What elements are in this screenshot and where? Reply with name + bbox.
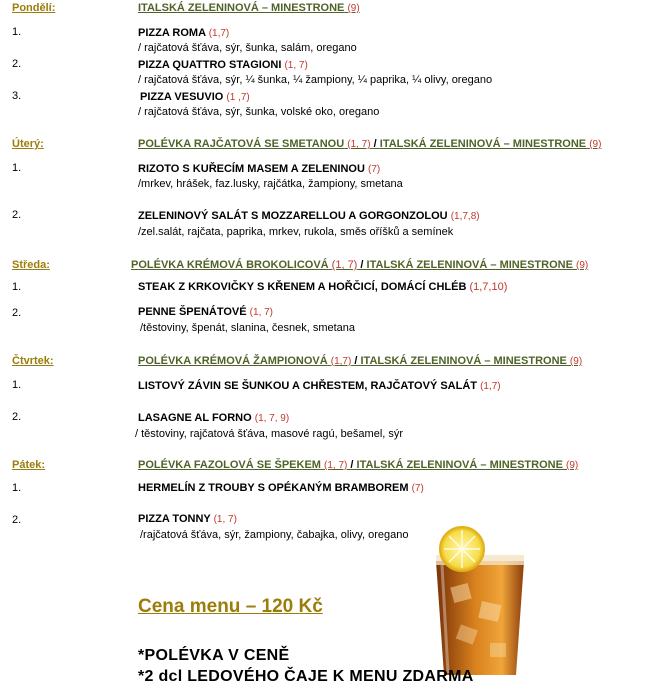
item-number: 3. bbox=[12, 90, 22, 102]
day-label-wednesday: Středa: bbox=[12, 259, 50, 271]
soup-allergens: (9) bbox=[347, 3, 360, 14]
item-number: 2. bbox=[12, 411, 22, 423]
dish-ingredients: /zel.salát, rajčata, paprika, mrkev, rukola, směs oříšků a semínek bbox=[138, 226, 454, 238]
day-label-monday: Pondělí: bbox=[12, 2, 56, 14]
menu-price: Cena menu – 120 Kč bbox=[138, 596, 323, 617]
soup-name: ITALSKÁ ZELENINOVÁ – MINESTRONE bbox=[138, 2, 345, 14]
soup-line-wednesday: POLÉVKA KRÉMOVÁ BROKOLICOVÁ (1, 7) / ITALSKÁ ZELENINOVÁ – MINESTRONE (9) bbox=[131, 259, 589, 271]
dish-ingredients: / rajčatová šťáva, sýr, šunka, salám, oregano bbox=[138, 42, 357, 54]
dish-name: LISTOVÝ ZÁVIN SE ŠUNKOU A CHŘESTEM, RAJČATOVÝ SALÁT (1,7) bbox=[138, 380, 501, 392]
dish-name: STEAK Z KRKOVIČKY S KŘENEM A HOŘČICÍ, DOMÁCÍ CHLÉB (1,7,10) bbox=[138, 281, 508, 293]
item-number: 1. bbox=[12, 162, 22, 174]
note-free-tea: *2 dcl LEDOVÉHO ČAJE K MENU ZDARMA bbox=[138, 668, 474, 685]
dish-ingredients: / těstoviny, rajčatová šťáva, masové ragú, bešamel, sýr bbox=[135, 428, 404, 440]
dish-name: LASAGNE AL FORNO (1, 7, 9) bbox=[138, 412, 290, 424]
dish-ingredients: /rajčatová šťáva, sýr, žampiony, čabajka, olivy, oregano bbox=[140, 529, 409, 541]
dish-allergens: (1 ,7) bbox=[226, 92, 250, 103]
dish-name: PIZZA ROMA (1,7) bbox=[138, 27, 230, 39]
dish-name: ZELENINOVÝ SALÁT S MOZZARELLOU A GORGONZOLOU (1,7,8) bbox=[138, 210, 480, 222]
item-number: 1. bbox=[12, 281, 22, 293]
soup-line-thursday: POLÉVKA KRÉMOVÁ ŽAMPIONOVÁ (1,7) / ITALSKÁ ZELENINOVÁ – MINESTRONE (9) bbox=[138, 355, 583, 367]
dish-allergens: (1, 7) bbox=[284, 60, 308, 71]
dish-ingredients: / rajčatová šťáva, sýr, šunka, volské oko, oregano bbox=[138, 106, 380, 118]
item-number: 1. bbox=[12, 379, 22, 391]
item-number: 2. bbox=[12, 209, 22, 221]
dish-name: HERMELÍN Z TROUBY S OPÉKANÝM BRAMBOREM (7) bbox=[138, 482, 424, 494]
soup-line-friday: POLÉVKA FAZOLOVÁ SE ŠPEKEM (1, 7) / ITALSKÁ ZELENINOVÁ – MINESTRONE (9) bbox=[138, 459, 579, 471]
dish-allergens: (1,7) bbox=[208, 28, 230, 39]
item-number: 2. bbox=[12, 307, 22, 319]
dish-name: PIZZA QUATTRO STAGIONI (1, 7) bbox=[138, 59, 308, 71]
item-number: 1. bbox=[12, 26, 22, 38]
soup-line-monday bbox=[138, 2, 360, 14]
dish-name: PENNE ŠPENÁTOVÉ (1, 7) bbox=[138, 306, 274, 318]
note-soup-included: *POLÉVKA V CENĚ bbox=[138, 647, 290, 664]
iced-tea-glass-icon bbox=[428, 525, 538, 675]
dish-name: RIZOTO S KUŘECÍM MASEM A ZELENINOU (7) bbox=[138, 163, 381, 175]
day-label-thursday: Čtvrtek: bbox=[12, 355, 54, 367]
dish-ingredients: /mrkev, hrášek, faz.lusky, rajčátka, žampiony, smetana bbox=[138, 178, 403, 190]
item-number: 1. bbox=[12, 482, 22, 494]
day-label-friday: Pátek: bbox=[12, 459, 46, 471]
dish-name: PIZZA TONNY (1, 7) bbox=[138, 513, 237, 525]
item-number: 2. bbox=[12, 58, 22, 70]
soup-line-tuesday: POLÉVKA RAJČATOVÁ SE SMETANOU (1, 7) / ITALSKÁ ZELENINOVÁ – MINESTRONE (9) bbox=[138, 138, 602, 150]
dish-ingredients: /těstoviny, špenát, slanina, česnek, smetana bbox=[140, 322, 356, 334]
day-label-tuesday: Úterý: bbox=[12, 138, 44, 150]
dish-name: PIZZA VESUVIO (1 ,7) bbox=[140, 91, 250, 103]
dish-ingredients: / rajčatová šťáva, sýr, ¼ šunka, ¼ žampiony, ¼ paprika, ¼ olivy, oregano bbox=[138, 74, 493, 86]
item-number: 2. bbox=[12, 514, 22, 526]
